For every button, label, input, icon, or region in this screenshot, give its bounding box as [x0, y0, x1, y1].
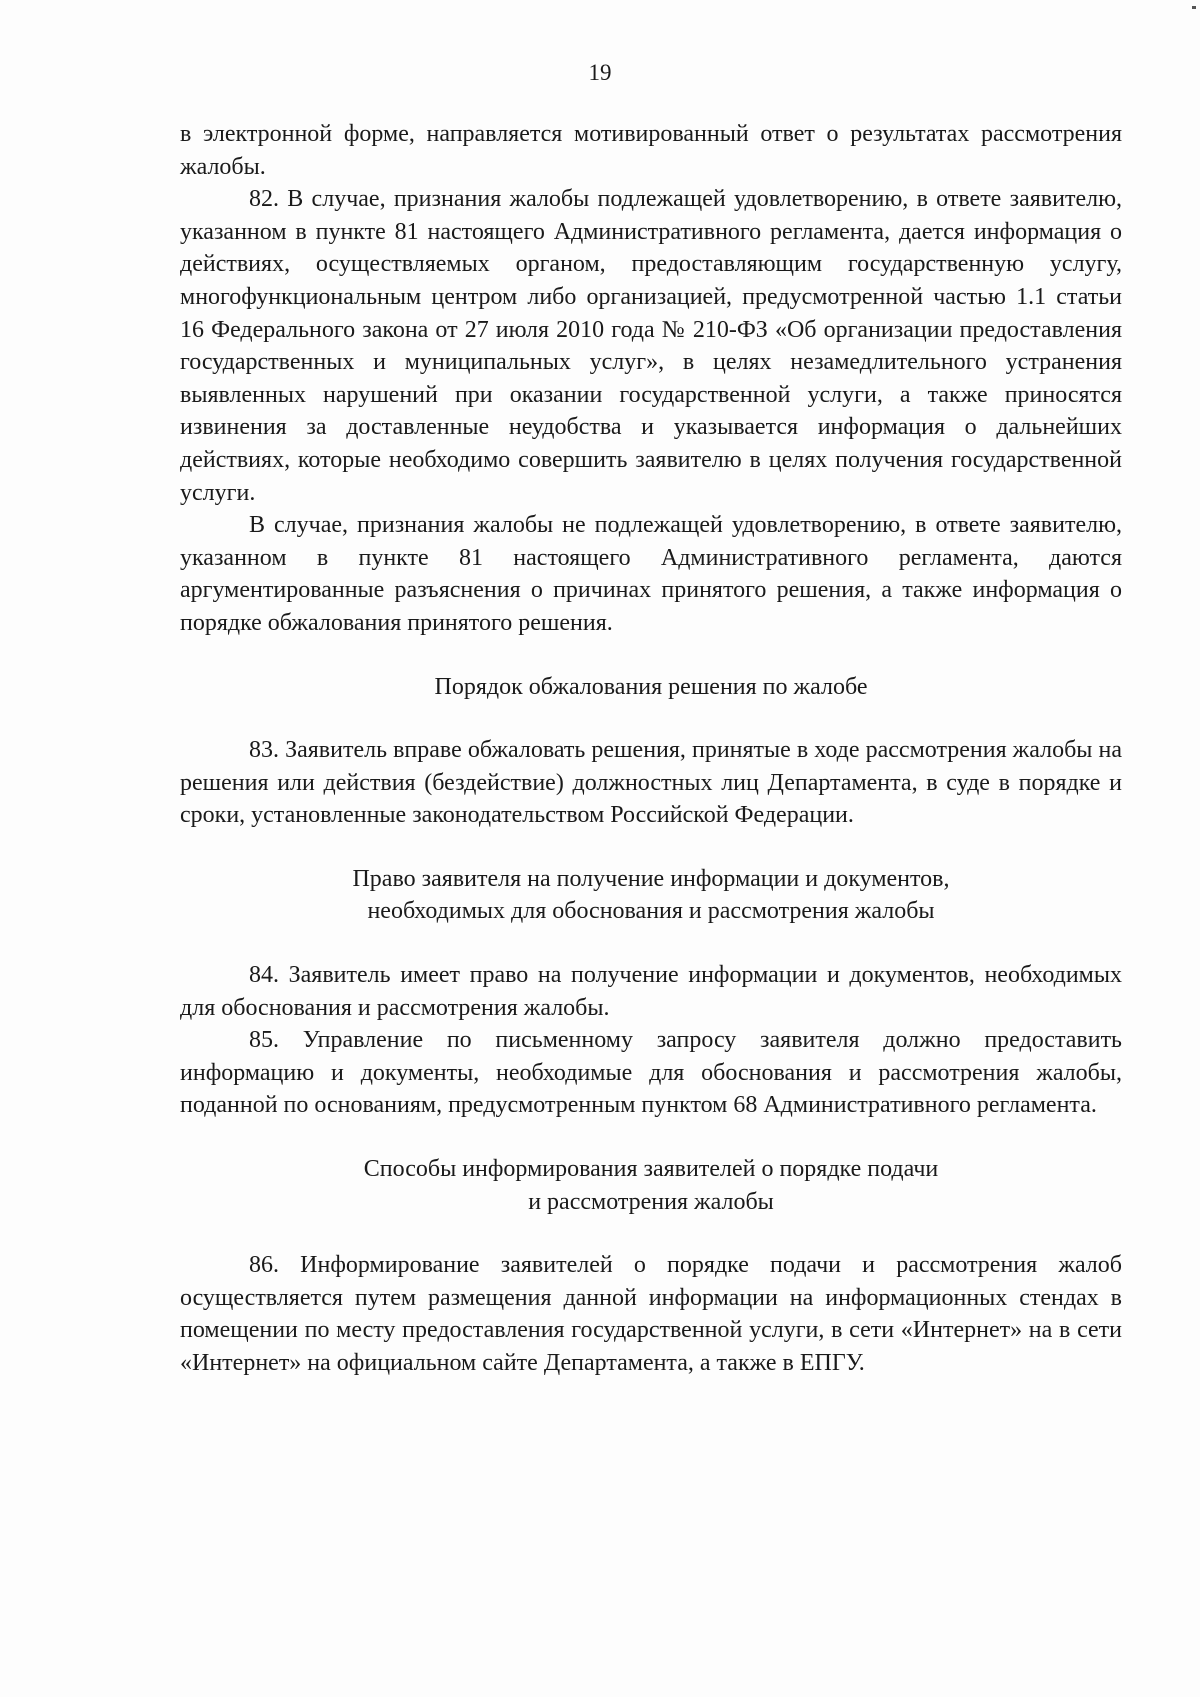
spacer [180, 1122, 1122, 1153]
heading-appeal-procedure: Порядок обжалования решения по жалобе [434, 673, 868, 700]
paragraph-84: 84. Заявитель имеет право на получение информации и документов, необходимых для обоснования и рассмотрения жалобы. [180, 962, 1122, 1021]
spacer [180, 832, 1122, 863]
paragraph-86: 86. Информирование заявителей о порядке подачи и рассмотрения жалоб осуществляется путем размещения данной информации на информационных стендах в помещении по месту предоставления государственной услуги, в сети «Интернет» на в сети «Интернет» на официальном сайте Департамента, а также в ЕПГУ. [180, 1252, 1122, 1376]
paragraph-83: 83. Заявитель вправе обжаловать решения, принятые в ходе рассмотрения жалобы на решения или действия (бездействие) должностных лиц Департамента, в суде в порядке и сроки, установленные законодательством Российской Федерации. [180, 737, 1122, 829]
spacer [180, 703, 1122, 734]
paragraph-82-refusal: В случае, признания жалобы не подлежащей удовлетворению, в ответе заявителю, указанном в пункте 81 настоящего Административного регламента, даются аргументированные разъяснения о причинах принятого решения, а также информация о порядке обжалования принятого решения. [180, 512, 1122, 636]
spacer [180, 928, 1122, 959]
spacer [180, 1218, 1122, 1249]
paragraph-82: 82. В случае, признания жалобы подлежащей удовлетворению, в ответе заявителю, указанном в пункте 81 настоящего Административного регламента, дается информация о действиях, осуществляемых органом, предоставляющим государственную услугу, многофункциональным центром либо организацией, предусмотренной частью 1.1 статьи 16 Федерального закона от 27 июля 2010 года № 210-ФЗ «Об организации предоставления государственных и муниципальных услуг», в целях незамедлительного устранения выявленных нарушений при оказании государственной услуги, а также приносятся извинения за доставленные неудобства и указывается информация о дальнейших действиях, которые необходимо совершить заявителю в целях получения государственной услуги. [180, 186, 1122, 506]
heading-applicant-rights-line-2: необходимых для обоснования и рассмотрения жалобы [367, 898, 935, 925]
heading-applicant-rights-line-1: Право заявителя на получение информации и документов, [352, 865, 950, 892]
spacer [180, 640, 1122, 671]
heading-informing-methods-line-1: Способы информирования заявителей о порядке подачи [363, 1156, 939, 1183]
document-body [180, 118, 1122, 1380]
scan-artifact-mark [1192, 6, 1196, 9]
paragraph-intro: в электронной форме, направляется мотивированный ответ о результатах рассмотрения жалобы. [180, 121, 1122, 180]
paragraph-85: 85. Управление по письменному запросу заявителя должно предоставить информацию и документы, необходимые для обоснования и рассмотрения жалобы, поданной по основаниям, предусмотренным пунктом 68 Административного регламента. [180, 1027, 1122, 1119]
heading-informing-methods-line-2: и рассмотрения жалобы [528, 1188, 774, 1215]
page-number: 19 [588, 60, 612, 85]
